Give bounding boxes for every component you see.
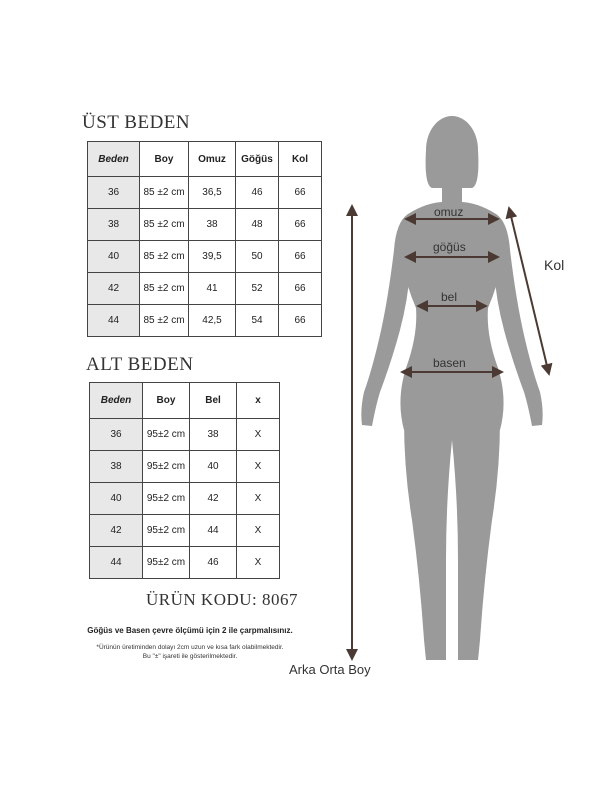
x-cell: X — [237, 419, 280, 451]
boy-cell: 85 ±2 cm — [140, 241, 189, 273]
header-beden: Beden — [90, 383, 143, 419]
tolerance-note-line2: Bu "±" işareti ile gösterilmektedir. — [142, 653, 238, 660]
gogus-cell: 50 — [236, 241, 279, 273]
header-kol: Kol — [279, 142, 322, 177]
kol-cell: 66 — [279, 177, 322, 209]
header-bel: Bel — [190, 383, 237, 419]
size-cell: 42 — [90, 515, 143, 547]
boy-cell: 85 ±2 cm — [140, 177, 189, 209]
size-cell: 36 — [88, 177, 140, 209]
basen-label: basen — [433, 356, 466, 370]
bel-cell: 46 — [190, 547, 237, 579]
size-cell: 42 — [88, 273, 140, 305]
lower-body-title: ALT BEDEN — [86, 354, 194, 375]
boy-cell: 85 ±2 cm — [140, 305, 189, 337]
kol-cell: 66 — [279, 209, 322, 241]
back-length-label: Arka Orta Boy — [289, 662, 371, 677]
header-beden: Beden — [88, 142, 140, 177]
x-cell: X — [237, 451, 280, 483]
boy-cell: 85 ±2 cm — [140, 209, 189, 241]
gogus-cell: 48 — [236, 209, 279, 241]
bel-cell: 44 — [190, 515, 237, 547]
omuz-label: omuz — [434, 205, 464, 219]
silhouette — [361, 116, 542, 660]
bel-label: bel — [441, 290, 458, 304]
gogus-cell: 46 — [236, 177, 279, 209]
omuz-cell: 42,5 — [189, 305, 236, 337]
size-cell: 44 — [88, 305, 140, 337]
tolerance-note-line1: *Ürünün üretiminden dolayı 2cm uzun ve kısa fark olabilmektedir. — [96, 644, 284, 651]
header-x: x — [237, 383, 280, 419]
gogus-cell: 52 — [236, 273, 279, 305]
omuz-cell: 36,5 — [189, 177, 236, 209]
circumference-note: Göğüs ve Basen çevre ölçümü için 2 ile çarpmalısınız. — [87, 626, 293, 635]
size-cell: 40 — [90, 483, 143, 515]
omuz-cell: 39,5 — [189, 241, 236, 273]
kol-label: Kol — [544, 257, 565, 273]
gogus-cell: 54 — [236, 305, 279, 337]
omuz-cell: 41 — [189, 273, 236, 305]
header-boy: Boy — [143, 383, 190, 419]
boy-cell: 95±2 cm — [143, 451, 190, 483]
bel-cell: 42 — [190, 483, 237, 515]
kol-cell: 66 — [279, 273, 322, 305]
size-cell: 36 — [90, 419, 143, 451]
product-code: ÜRÜN KODU: 8067 — [146, 590, 298, 609]
boy-cell: 95±2 cm — [143, 515, 190, 547]
omuz-cell: 38 — [189, 209, 236, 241]
bel-cell: 38 — [190, 419, 237, 451]
size-cell: 38 — [88, 209, 140, 241]
gogus-label: göğüs — [433, 240, 466, 254]
size-cell: 40 — [88, 241, 140, 273]
upper-body-title: ÜST BEDEN — [82, 112, 191, 133]
x-cell: X — [237, 515, 280, 547]
header-omuz: Omuz — [189, 142, 236, 177]
header-gogus: Göğüs — [236, 142, 279, 177]
boy-cell: 95±2 cm — [143, 483, 190, 515]
header-boy: Boy — [140, 142, 189, 177]
x-cell: X — [237, 483, 280, 515]
boy-cell: 95±2 cm — [143, 419, 190, 451]
size-cell: 44 — [90, 547, 143, 579]
size-cell: 38 — [90, 451, 143, 483]
boy-cell: 85 ±2 cm — [140, 273, 189, 305]
kol-cell: 66 — [279, 241, 322, 273]
x-cell: X — [237, 547, 280, 579]
boy-cell: 95±2 cm — [143, 547, 190, 579]
bel-cell: 40 — [190, 451, 237, 483]
kol-cell: 66 — [279, 305, 322, 337]
